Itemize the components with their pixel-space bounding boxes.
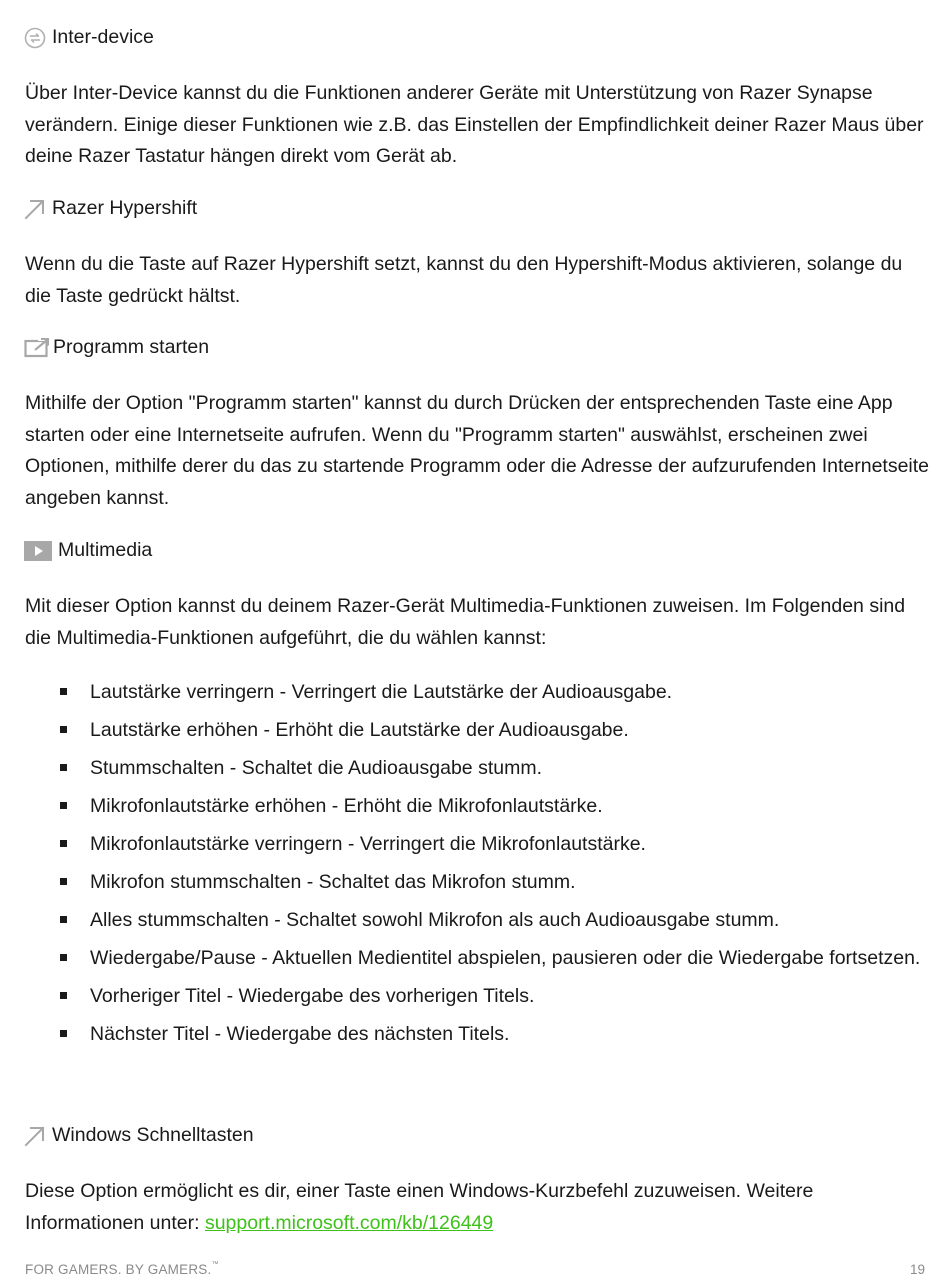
list-item: Wiedergabe/Pause - Aktuellen Medientitel abspielen, pausieren oder die Wiedergabe fortsetzen.	[58, 944, 928, 972]
multimedia-function-list	[58, 678, 928, 1048]
section-heading-razer-hypershift	[24, 197, 197, 220]
bullet-marker	[60, 764, 67, 771]
list-item: Mikrofonlautstärke erhöhen - Erhöht die Mikrofonlautstärke.	[58, 792, 928, 820]
section-heading-inter-device	[24, 26, 154, 49]
section-title: Multimedia	[58, 539, 153, 561]
support-link[interactable]: support.microsoft.com/kb/126449	[204, 1211, 494, 1234]
list-item: Stummschalten - Schaltet die Audioausgabe stumm.	[58, 754, 928, 782]
section-heading-programm-starten	[24, 336, 209, 359]
bullet-marker	[60, 954, 67, 961]
list-item: Mikrofonlautstärke verringern - Verringert die Mikrofonlautstärke.	[58, 830, 928, 858]
section-body-multimedia: Mit dieser Option kannst du deinem Razer-Gerät Multimedia-Funktionen zuweisen. Im Folgenden sind die Multimedia-Funktionen aufgeführt, die du wählen kannst:	[25, 595, 906, 649]
arrow-up-right-icon	[24, 1125, 46, 1147]
section-body-razer-hypershift: Wenn du die Taste auf Razer Hypershift setzt, kannst du den Hypershift-Modus aktivieren, solange du die Taste gedrückt hältst.	[25, 253, 903, 307]
page-number: 19	[909, 1262, 925, 1277]
list-item: Alles stummschalten - Schaltet sowohl Mikrofon als auch Audioausgabe stumm.	[58, 906, 928, 934]
section-body-programm-starten: Mithilfe der Option "Programm starten" kannst du durch Drücken der entsprechenden Taste eine App starten oder eine Internetseite aufrufen. Wenn du "Programm starten" auswählst, erscheinen zwei Optionen, mithilfe derer du das zu startende Programm oder die Adresse der aufzurufenden Internetseite angeben kannst.	[25, 392, 930, 509]
section-body-inter-device: Über Inter-Device kannst du die Funktionen anderer Geräte mit Unterstützung von Razer Synapse verändern. Einige dieser Funktionen wie z.B. das Einstellen der Empfindlichkeit deiner Razer Maus über deine Razer Tastatur hängen direkt vom Gerät ab.	[25, 82, 924, 167]
section-body-windows-schnelltasten: Diese Option ermöglicht es dir, einer Taste einen Windows-Kurzbefehl zuzuweisen. Weitere Informationen unter: support.microsoft.com/kb/126449	[25, 1180, 814, 1234]
footer-tagline: FOR GAMERS. BY GAMERS.™	[25, 1261, 219, 1277]
launch-program-icon	[24, 337, 50, 359]
bullet-marker	[60, 802, 67, 809]
list-item: Mikrofon stummschalten - Schaltet das Mikrofon stumm.	[58, 868, 928, 896]
bullet-marker	[60, 1030, 67, 1037]
section-title: Razer Hypershift	[52, 197, 198, 219]
arrow-up-right-icon	[24, 198, 46, 220]
section-heading-multimedia	[24, 539, 152, 562]
list-item: Nächster Titel - Wiedergabe des nächsten Titels.	[58, 1020, 928, 1048]
play-icon	[24, 541, 52, 561]
bullet-marker	[60, 916, 67, 923]
section-title: Programm starten	[53, 336, 210, 358]
inter-device-icon	[24, 27, 46, 49]
section-title: Inter-device	[52, 26, 154, 48]
list-item: Vorheriger Titel - Wiedergabe des vorherigen Titels.	[58, 982, 928, 1010]
list-item: Lautstärke verringern - Verringert die Lautstärke der Audioausgabe.	[58, 678, 928, 706]
list-item: Lautstärke erhöhen - Erhöht die Lautstärke der Audioausgabe.	[58, 716, 928, 744]
bullet-marker	[60, 878, 67, 885]
section-heading-windows-schnelltasten	[24, 1124, 254, 1147]
bullet-marker	[60, 840, 67, 847]
bullet-marker	[60, 726, 67, 733]
bullet-marker	[60, 688, 67, 695]
trademark-symbol: ™	[211, 1261, 219, 1268]
bullet-marker	[60, 992, 67, 999]
section-title: Windows Schnelltasten	[52, 1124, 254, 1146]
